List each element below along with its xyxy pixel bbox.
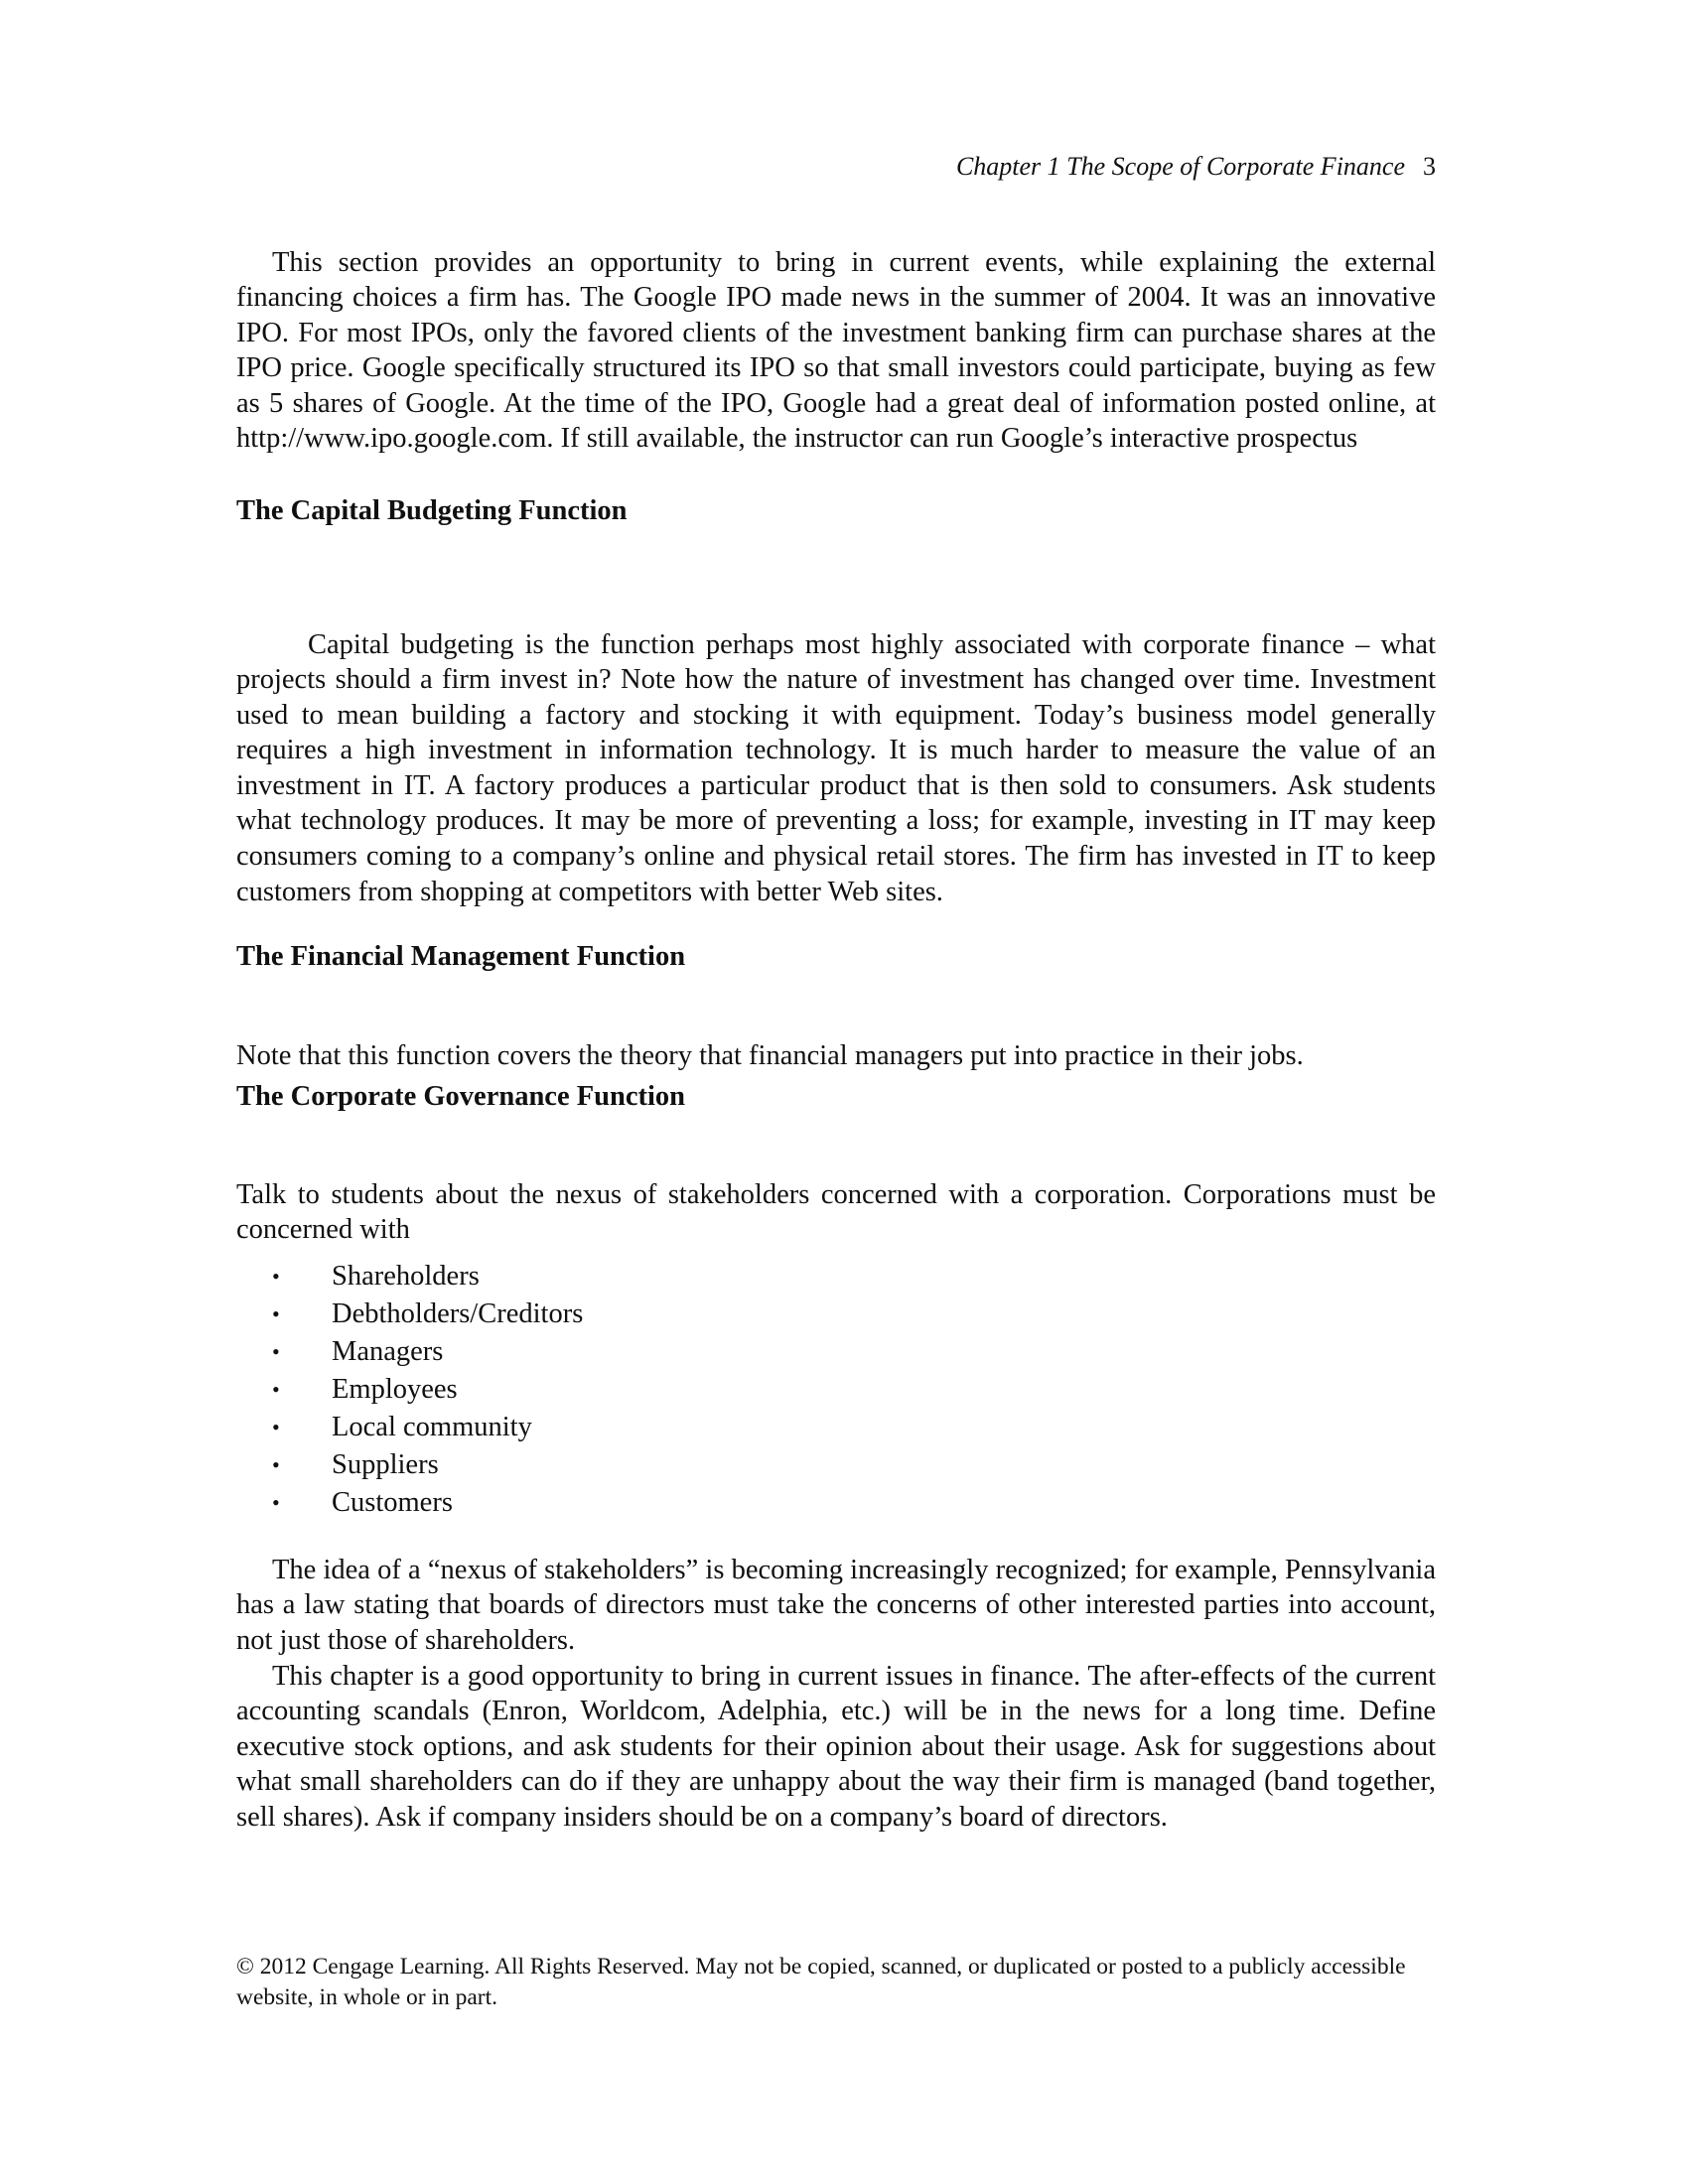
financial-management-paragraph: Note that this function covers the theory that financial managers put into practice in their jobs. <box>236 1039 1304 1071</box>
stakeholder-bullet-list <box>236 1258 1436 1522</box>
list-item <box>236 1446 1436 1484</box>
footer-copyright: © 2012 Cengage Learning. All Rights Reserved. May not be copied, scanned, or duplicated or posted to a publicly accessible website, in whole or in part. <box>236 1954 1406 2010</box>
bullet-icon: • <box>272 1377 280 1402</box>
corporate-governance-paragraph: Talk to students about the nexus of stakeholders concerned with a corporation. Corporations must be concerned with <box>236 1178 1436 1246</box>
list-item-label: Local community <box>332 1412 532 1442</box>
list-item-label: Customers <box>332 1487 453 1518</box>
running-head <box>236 151 1436 182</box>
bullet-icon: • <box>272 1452 280 1477</box>
closing-paragraph: This chapter is a good opportunity to bring in current issues in finance. The after-effects of the current accounting scandals (Enron, Worldcom, Adelphia, etc.) will be in the news for a long time. Define executive stock options, and ask students for their opinion about their usage. Ask for suggestions about what small shareholders can do if they are unhappy about the way their firm is managed (band together, sell shares). Ask if company insiders should be on a company’s board of directors. <box>236 1660 1436 1833</box>
list-item-label: Shareholders <box>332 1261 480 1292</box>
list-item-label: Suppliers <box>332 1449 439 1480</box>
heading-financial-management: The Financial Management Function <box>236 941 686 972</box>
list-item <box>236 1484 1436 1522</box>
bullet-icon: • <box>272 1264 280 1289</box>
running-head-chapter-title: Chapter 1 The Scope of Corporate Finance <box>955 152 1405 181</box>
page-number: 3 <box>1423 152 1436 181</box>
bullet-icon: • <box>272 1301 280 1326</box>
capital-budgeting-paragraph: Capital budgeting is the function perhaps most highly associated with corporate finance – what projects should a firm invest in? Note how the nature of investment has changed over time. Investment used to mean building a factory and stocking it with equipment. Today’s business model generally requires a high investment in information technology. It is much harder to measure the value of an investment in IT. A factory produces a particular product that is then sold to consumers. Ask students what technology produces. It may be more of preventing a loss; for example, investing in IT may keep consumers coming to a company’s online and physical retail stores. The firm has invested in IT to keep customers from shopping at competitors with better Web sites. <box>236 628 1436 907</box>
bullet-icon: • <box>272 1415 280 1439</box>
list-item <box>236 1333 1436 1371</box>
list-item-label: Employees <box>332 1374 458 1405</box>
list-item-label: Debtholders/Creditors <box>332 1298 584 1329</box>
list-item <box>236 1371 1436 1409</box>
list-item-label: Managers <box>332 1336 444 1367</box>
heading-capital-budgeting: The Capital Budgeting Function <box>236 495 628 526</box>
list-item <box>236 1409 1436 1446</box>
list-item <box>236 1296 1436 1333</box>
bullet-icon: • <box>272 1339 280 1364</box>
list-item <box>236 1258 1436 1296</box>
intro-paragraph: This section provides an opportunity to bring in current events, while explaining the external financing choices a firm has. The Google IPO made news in the summer of 2004. It was an innovative IPO. For most IPOs, only the favored clients of the investment banking firm can purchase shares at the IPO price. Google specifically structured its IPO so that small investors could participate, buying as few as 5 shares of Google. At the time of the IPO, Google had a great deal of information posted online, at http://www.ipo.google.com. If still available, the instructor can run Google’s interactive prospectus <box>236 246 1436 455</box>
bullet-icon: • <box>272 1490 280 1515</box>
nexus-paragraph: The idea of a “nexus of stakeholders” is becoming increasingly recognized; for example, Pennsylvania has a law stating that boards of directors must take the concerns of other interested parties into account, not just those of shareholders. <box>236 1554 1436 1656</box>
heading-corporate-governance: The Corporate Governance Function <box>236 1081 685 1112</box>
